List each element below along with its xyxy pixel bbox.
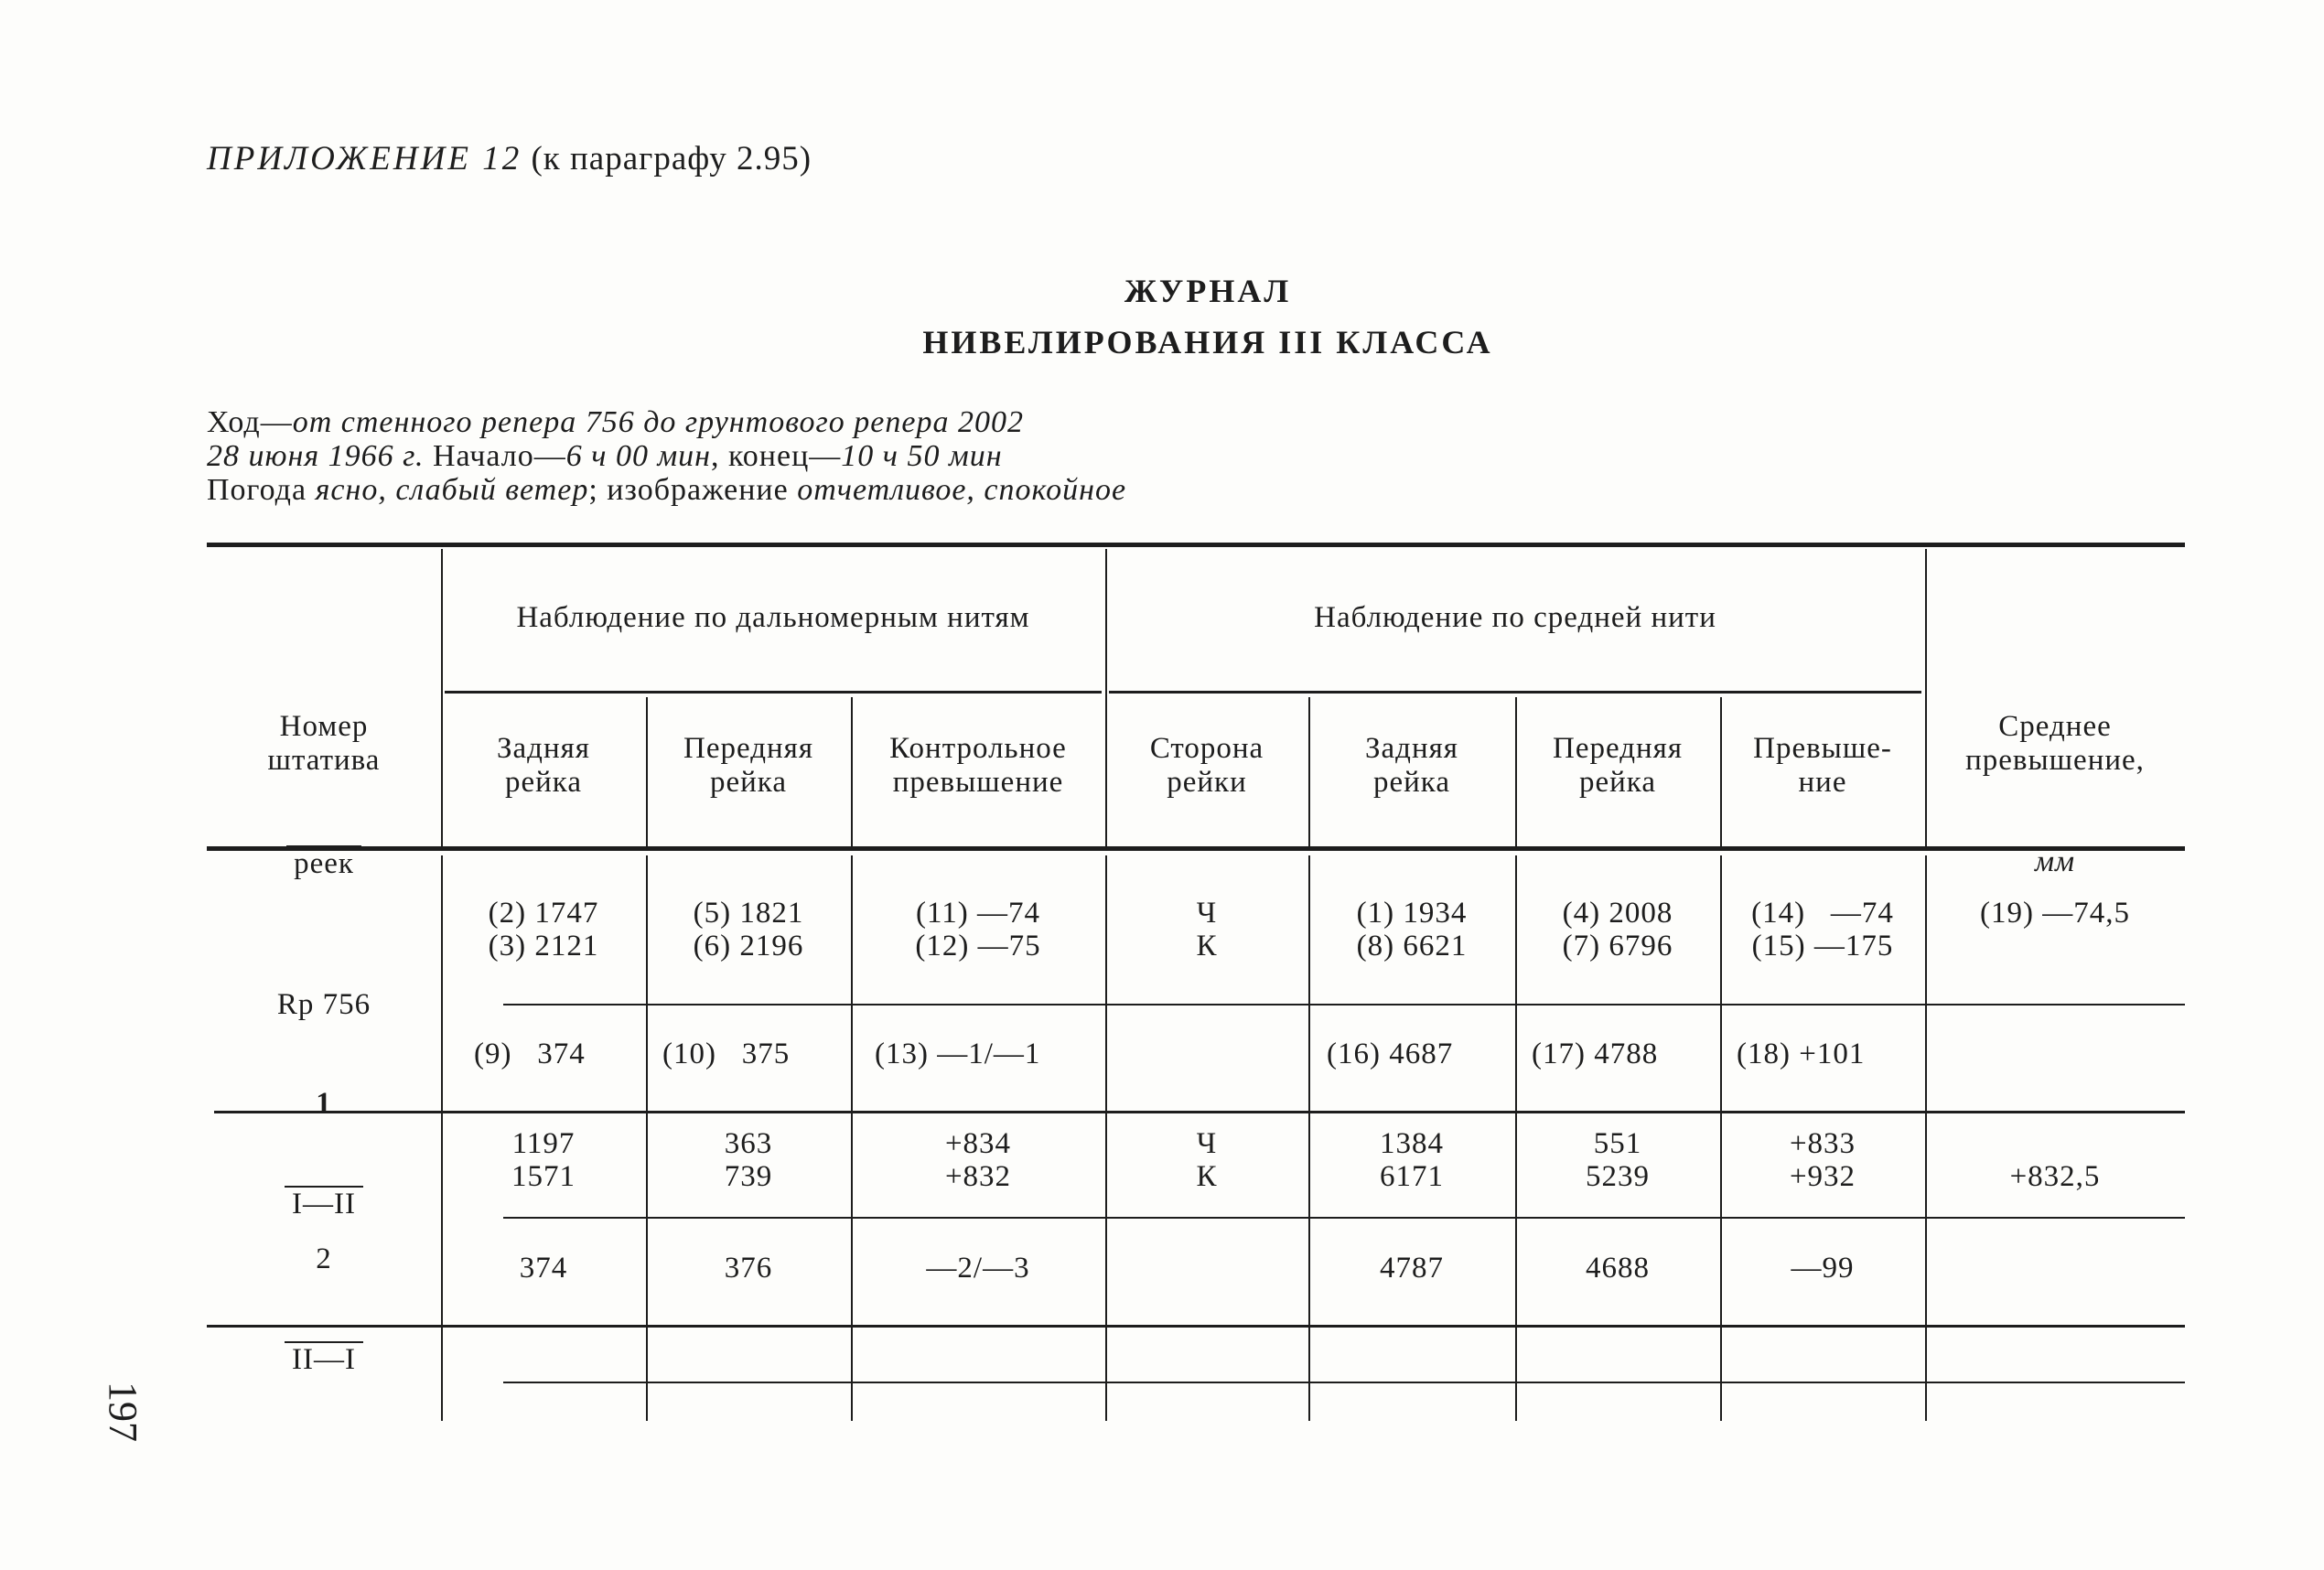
row2-front: 363 739: [724, 1127, 773, 1193]
row2-sub-elev: —99: [1791, 1252, 1855, 1285]
middle-group-rule: [1109, 691, 1921, 694]
row2-sub-front: 376: [724, 1252, 773, 1285]
table-top-rule: [207, 543, 2185, 547]
row1-sub-elev: (18) +101: [1737, 1038, 1866, 1070]
row2-station: 2 II—I: [207, 1177, 441, 1409]
row1-elev: (14) —74 (15) —175: [1751, 897, 1894, 962]
title-line-1: ЖУРНАЛ: [1124, 273, 1292, 309]
col-divider: [1925, 855, 1927, 1421]
row2-avg: +832,5: [2009, 1160, 2101, 1193]
row1-sub-back: (9) 374: [474, 1038, 586, 1070]
header-m-front: Передняя рейка: [1553, 732, 1683, 799]
row2-sub-control: —2/—3: [926, 1252, 1030, 1285]
header-avg: Среднее превышение, мм: [1965, 710, 2145, 878]
row1-m-back: (1) 1934 (8) 6621: [1356, 897, 1468, 962]
col-divider: [441, 549, 443, 846]
row2-sub-back: 374: [519, 1252, 568, 1285]
header-control: Контрольное превышение: [889, 732, 1067, 799]
row3-sub-rule: [503, 1382, 2185, 1383]
appendix-label: ПРИЛОЖЕНИЕ 12: [207, 140, 522, 177]
row2-m-back: 1384 6171: [1380, 1127, 1444, 1193]
col-divider: [1105, 549, 1107, 846]
header-side: Сторона рейки: [1149, 732, 1264, 799]
header-bottom-rule: [207, 846, 2185, 851]
appendix-ref: (к параграфу 2.95): [531, 140, 812, 177]
row2-back: 1197 1571: [511, 1127, 576, 1193]
row2-bottom-rule: [207, 1325, 2185, 1328]
range-group-rule: [445, 691, 1102, 694]
title-line-2: НИВЕЛИРОВАНИЯ III КЛАССА: [922, 324, 1493, 360]
row2-side: Ч К: [1196, 1127, 1218, 1193]
row2-elev: +833 +932: [1789, 1127, 1856, 1193]
row1-m-front: (4) 2008 (7) 6796: [1562, 897, 1673, 962]
header-elev: Превыше- ние: [1753, 732, 1892, 799]
header-back: Задняя рейка: [497, 732, 590, 799]
header-front: Передняя рейка: [683, 732, 813, 799]
row1-side: Ч К: [1196, 897, 1218, 962]
row2-sub-rule: [503, 1217, 2185, 1219]
meta-route: Ход—от стенного репера 756 до грунтового репера 2002: [207, 405, 1024, 439]
page-number: 197: [101, 1382, 145, 1442]
meta-time: 28 июня 1966 г. Начало—6 ч 00 мин, конец—10 ч 50 мин: [207, 439, 1003, 473]
row2-sub-m-front: 4688: [1586, 1252, 1650, 1285]
appendix-heading: [207, 139, 812, 178]
row2-m-front: 551 5239: [1586, 1127, 1650, 1193]
header-m-back: Задняя рейка: [1365, 732, 1458, 799]
meta-weather: Погода ясно, слабый ветер; изображение отчетливое, спокойное: [207, 473, 1127, 507]
row1-bottom-rule: [214, 1111, 2185, 1113]
row1-front: (5) 1821 (6) 2196: [693, 897, 804, 962]
row1-back: (2) 1747 (3) 2121: [488, 897, 599, 962]
header-station: Номер штатива реек: [267, 710, 381, 880]
row1-control: (11) —74 (12) —75: [915, 897, 1041, 962]
header-range-group: Наблюдение по дальномерным нитям: [516, 601, 1030, 634]
row1-avg: (19) —74,5: [1980, 897, 2130, 930]
row1-sub-front: (10) 375: [662, 1038, 791, 1070]
row2-control: +834 +832: [944, 1127, 1012, 1193]
row2-sub-m-back: 4787: [1380, 1252, 1444, 1285]
row1-sub-rule: [503, 1004, 2185, 1005]
header-middle-group: Наблюдение по средней нити: [1314, 601, 1716, 634]
row1-sub-m-back: (16) 4687: [1327, 1038, 1454, 1070]
row1-station: Rp 756 1 I—II: [276, 988, 371, 1221]
row1-sub-m-front: (17) 4788: [1532, 1038, 1659, 1070]
row1-sub-control: (13) —1/—1: [875, 1038, 1041, 1070]
